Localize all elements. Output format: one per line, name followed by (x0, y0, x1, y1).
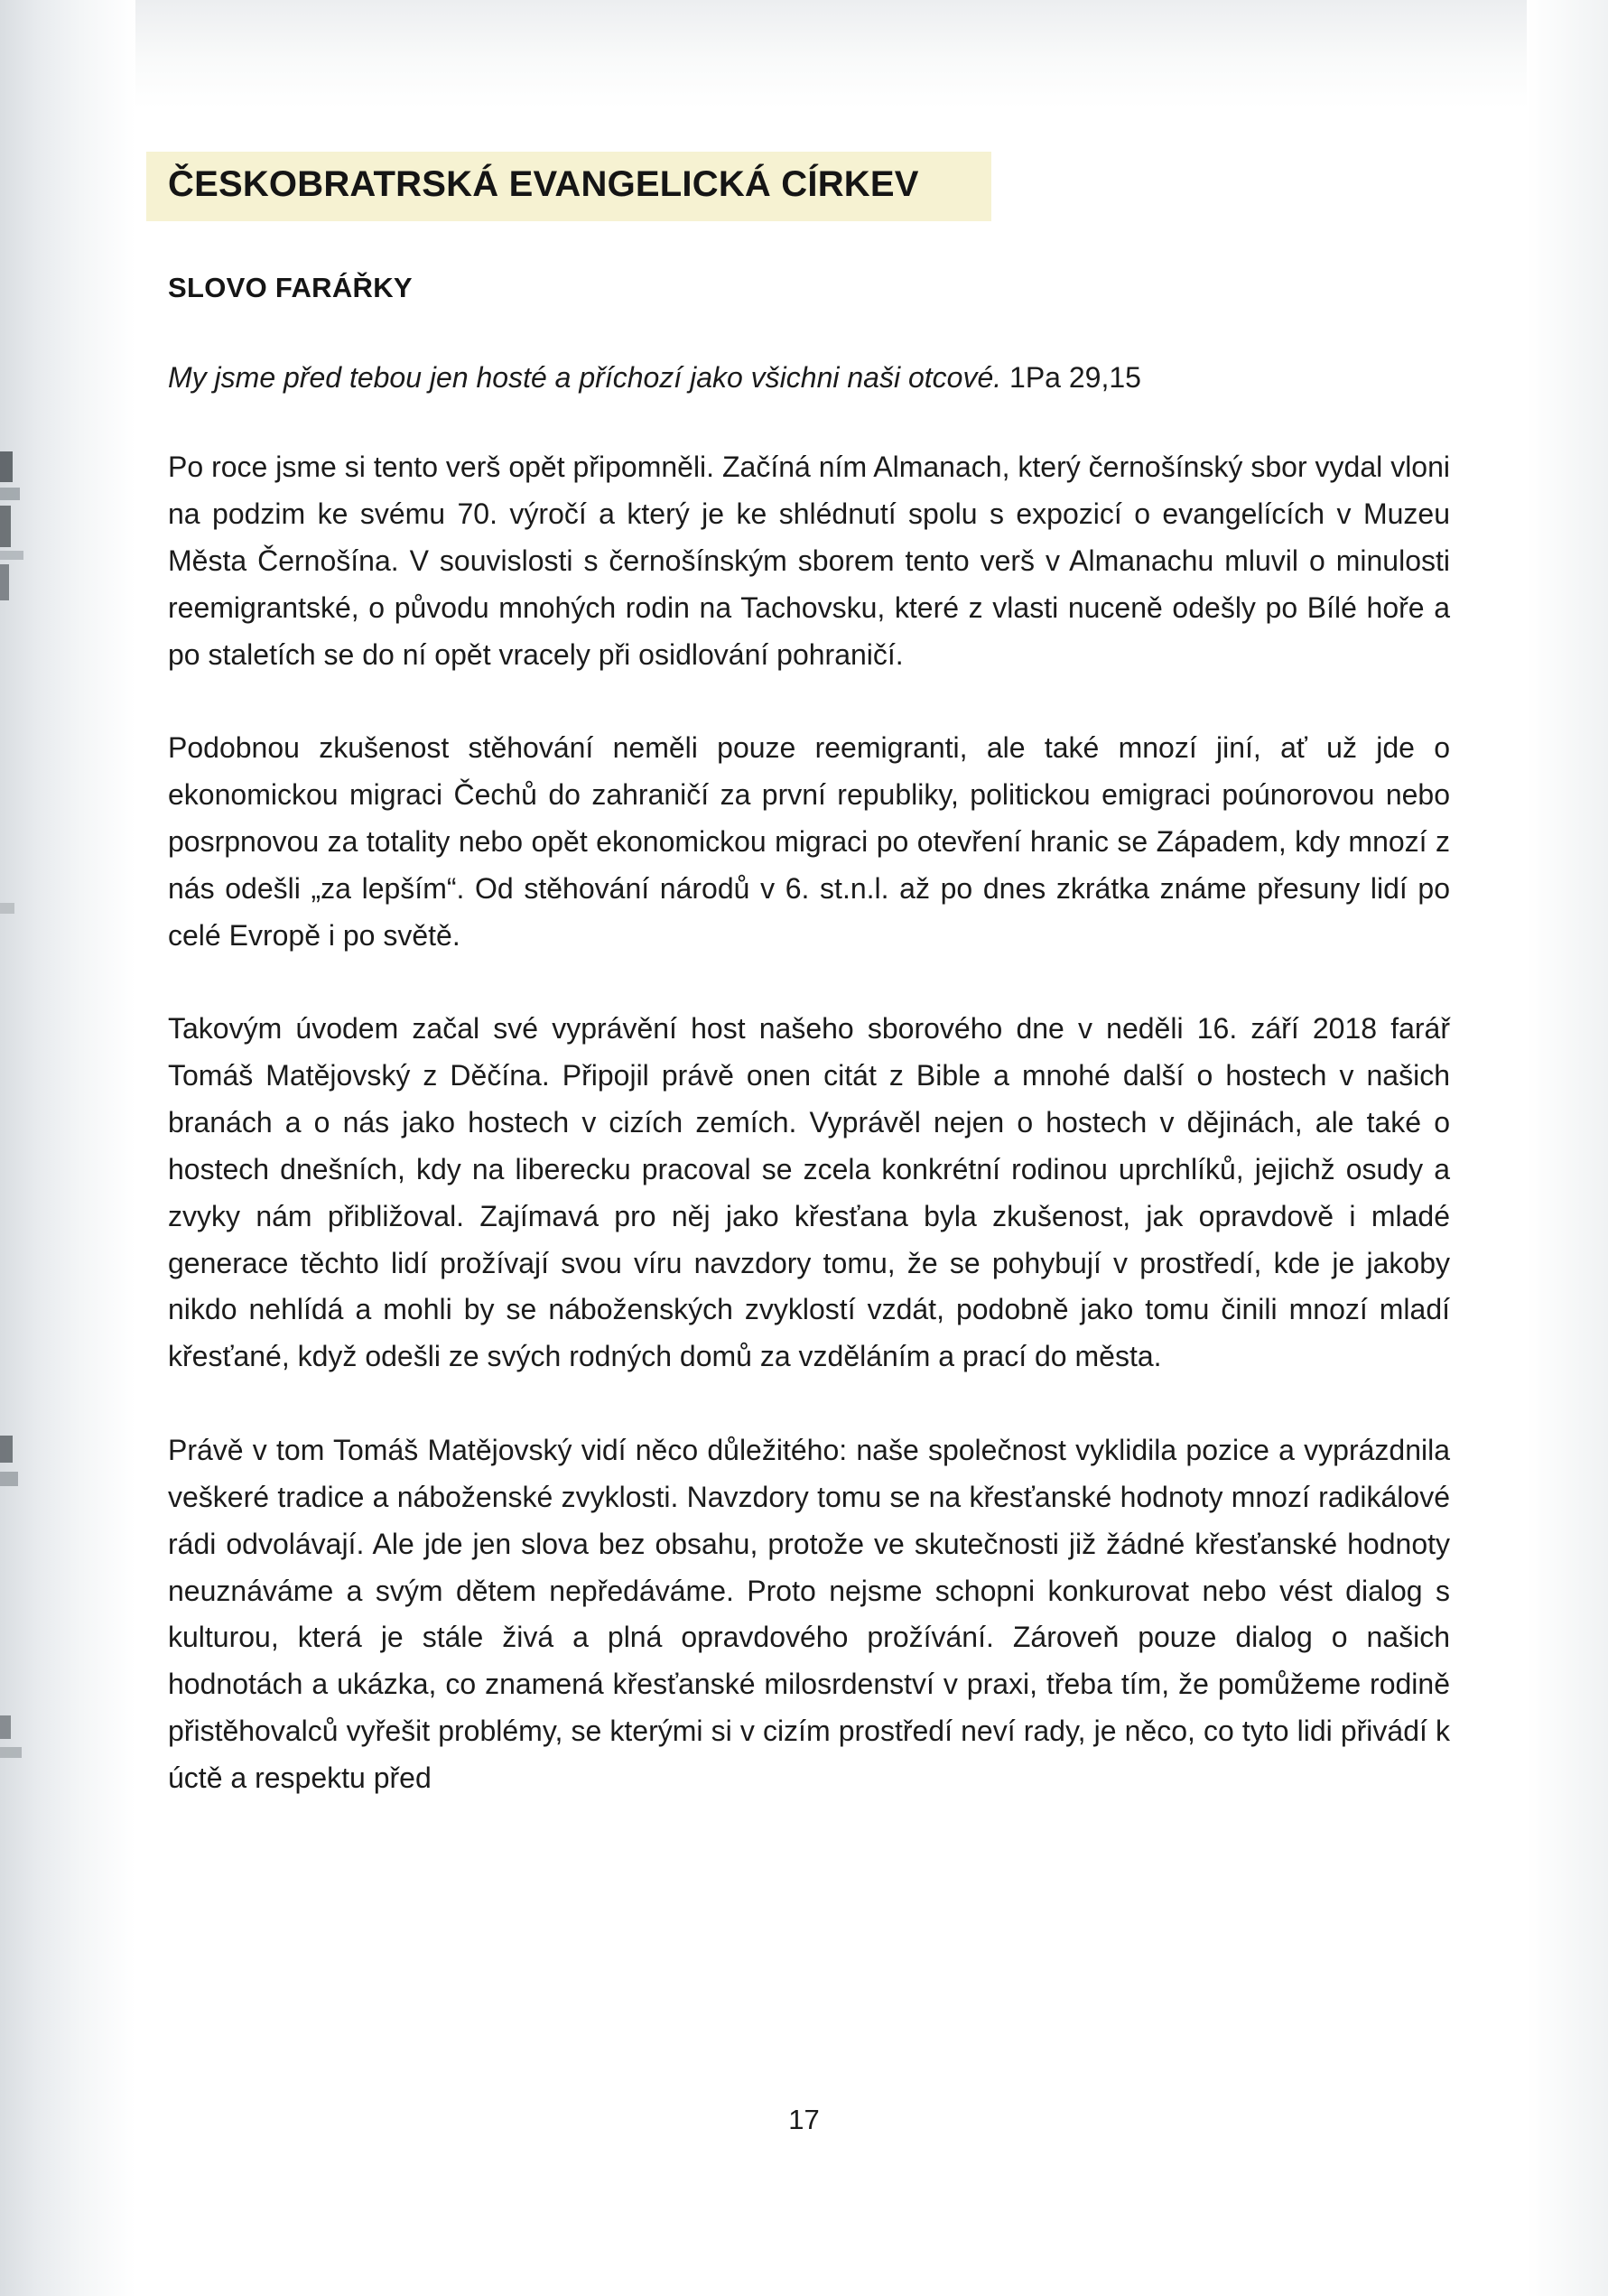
page-content (168, 0, 1450, 1802)
body-paragraph: Právě v tom Tomáš Matějovský vidí něco důležitého: naše společnost vyklidila pozice a vyprázdnila veškeré tradice a náboženské zvyklosti. Navzdory tomu se na křesťanské hodnoty mnozí radikálové rádi odvolávají. Ale jde jen slova bez obsahu, protože ve skutečnosti již žádné křesťanské hodnoty neuznáváme a svým dětem nepředáváme. Proto nejsme schopni konkurovat nebo vést dialog s kulturou, která je stále živá a plná opravdového prožívání. Zároveň pouze dialog o našich hodnotách a ukázka, co znamená křesťanské milosrdenství v praxi, třeba tím, že pomůžeme rodině přistěhovalců vyřešit problémy, se kterými si v cizím prostředí neví rady, je něco, co tyto lidi přivádí k úctě a respektu před (168, 1434, 1450, 1794)
binding-artifact (0, 488, 20, 500)
page-number: 17 (788, 2104, 820, 2135)
binding-artifact (0, 1747, 22, 1758)
binding-artifact (0, 564, 9, 600)
verse-reference: 1Pa 29,15 (1009, 361, 1141, 394)
scan-shadow-left (0, 0, 135, 2296)
section-heading: SLOVO FARÁŘKY (168, 272, 413, 303)
body-paragraph: Takovým úvodem začal své vyprávění host našeho sborového dne v neděli 16. září 2018 farář Tomáš Matějovský z Děčína. Připojil právě onen citát z Bible a mnohé další o hostech v našich branách a o nás jako hostech v cizích zemích. Vyprávěl nejen o hostech v dějinách, ale také o hostech dnešních, kdy na liberecku pracoval se zcela konkrétní rodinou uprchlíků, jejichž osudy a zvyky nám přibližoval. Zajímavá pro něj jako křesťana byla zkušenost, jak opravdově i mladé generace těchto lidí prožívají svou víru navzdory tomu, že se pohybují v prostředí, kde je jakoby nikdo nehlídá a mohli by se náboženských zvyklostí vzdát, podobně jako tomu činili mnozí mladí křesťané, když odešli ze svých rodných domů za vzděláním a prací do města. (168, 1012, 1450, 1373)
binding-artifact (0, 506, 11, 547)
binding-artifact (0, 551, 23, 560)
binding-artifact (0, 451, 13, 482)
body-paragraph: Po roce jsme si tento verš opět připomněli. Začíná ním Almanach, který černošínský sbor vydal vloni na podzim ke svému 70. výročí a který je ke shlédnutí spolu s expozicí o evangelících v Muzeu Města Černošína. V souvislosti s černošínským sborem tento verš v Almanachu mluvil o minulosti reemigrantské, o původu mnohých rodin na Tachovsku, které z vlasti nuceně odešly po Bílé hoře a po staletích se do ní opět vracely při osidlování pohraničí. (168, 451, 1450, 671)
binding-artifact (0, 1715, 11, 1739)
binding-artifact (0, 1472, 18, 1486)
scan-shadow-right (1527, 0, 1608, 2296)
bible-verse (168, 358, 1450, 397)
title-highlight-band (146, 152, 991, 221)
verse-text: My jsme před tebou jen hosté a příchozí jako všichni naši otcové. (168, 361, 1002, 394)
binding-artifact (0, 903, 14, 914)
body-paragraph: Podobnou zkušenost stěhování neměli pouze reemigranti, ale také mnozí jiní, ať už jde o ekonomickou migraci Čechů do zahraničí za první republiky, politickou emigraci poúnorovou nebo posrpnovou za totality nebo opět ekonomickou migraci po otevření hranic se Západem, kdy mnozí z nás odešli „za lepším“. Od stěhování národů v 6. st.n.l. až po dnes zkrátka známe přesuny lidí po celé Evropě i po světě. (168, 731, 1450, 952)
binding-artifact (0, 1436, 13, 1463)
page-title: ČESKOBRATRSKÁ EVANGELICKÁ CÍRKEV (168, 164, 919, 204)
